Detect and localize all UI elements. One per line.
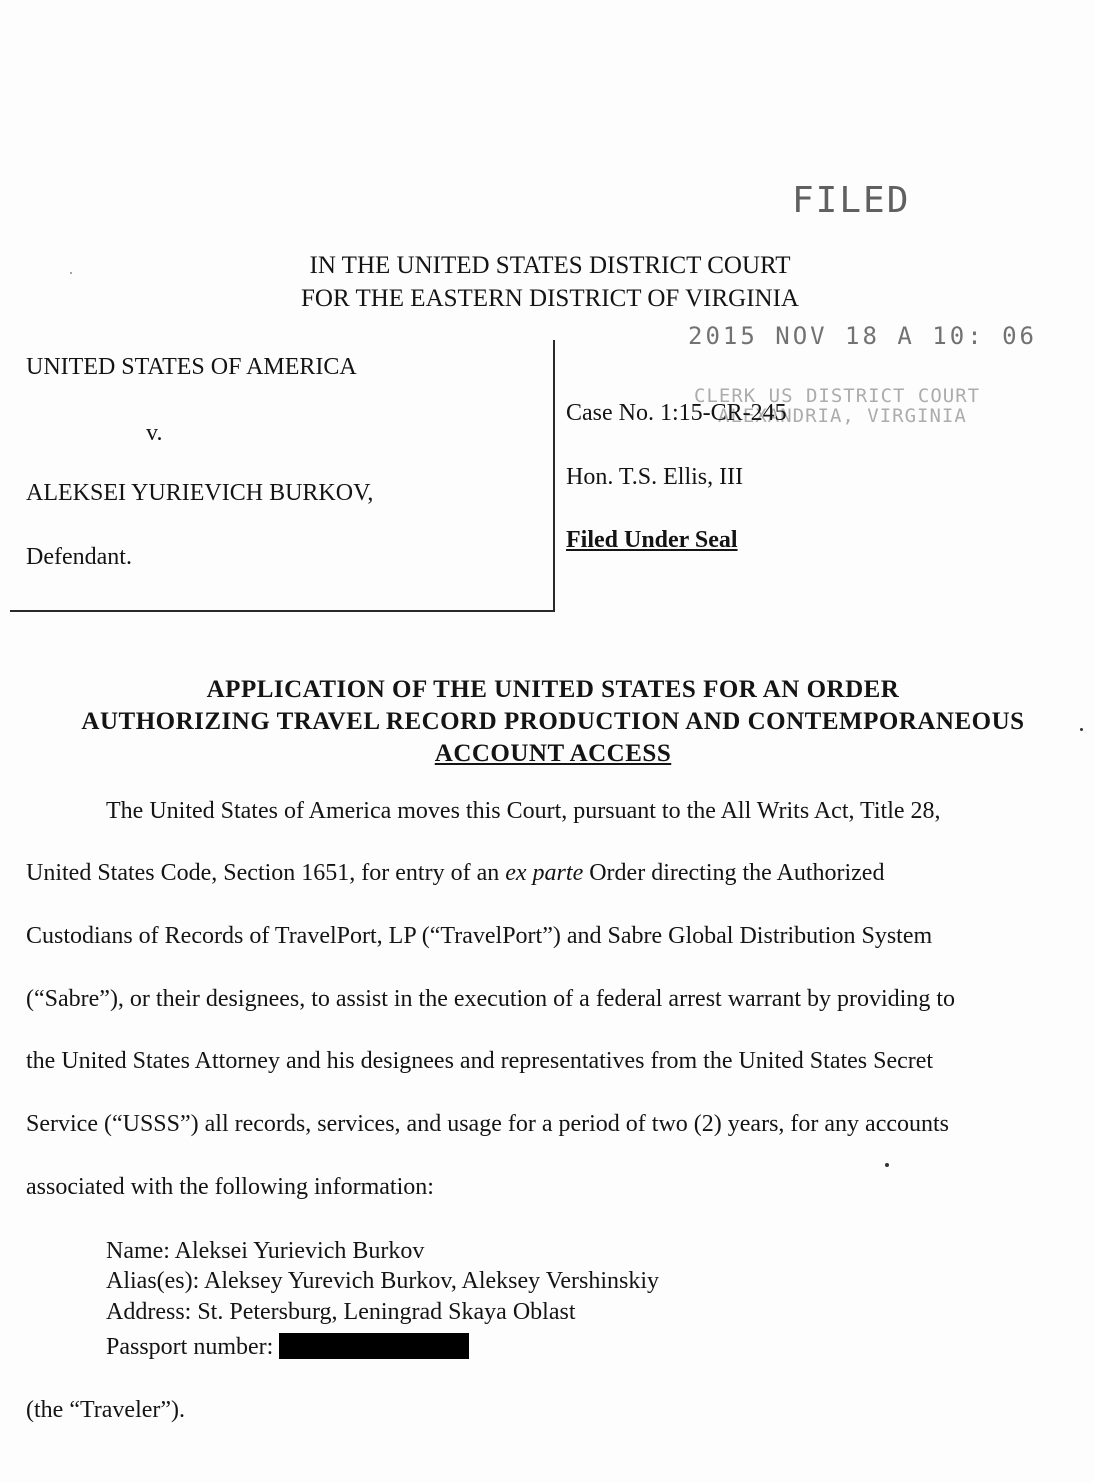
case-number: Case No. 1:15-CR-245 <box>566 400 787 426</box>
caption-vertical-rule <box>553 340 555 612</box>
clerk-stamp-line2: ALEXANDRIA, VIRGINIA <box>718 405 967 427</box>
caption-horizontal-rule <box>10 610 555 612</box>
caption-defendant-name: ALEKSEI YURIEVICH BURKOV, <box>26 480 374 506</box>
caption-defendant-label: Defendant. <box>26 544 132 570</box>
traveler-address: Address: St. Petersburg, Leningrad Skaya Oblast <box>106 1299 576 1325</box>
body-line-2 <box>26 860 884 887</box>
filed-under-seal: Filed Under Seal <box>566 527 738 553</box>
filed-stamp: FILED <box>792 180 911 221</box>
traveler-aliases: Alias(es): Aleksey Yurevich Burkov, Aleksey Vershinskiy <box>106 1268 660 1294</box>
body-line-7: associated with the following information: <box>26 1174 434 1200</box>
body-line-6: Service (“USSS”) all records, services, and usage for a period of two (2) years, for any accounts <box>26 1111 950 1137</box>
clerk-stamp-line1: CLERK US DISTRICT COURT <box>694 385 981 407</box>
scan-speck <box>885 1163 889 1167</box>
traveler-passport <box>106 1333 469 1361</box>
body-line-5: the United States Attorney and his designees and representatives from the United States Secret <box>26 1048 934 1074</box>
scan-speck <box>70 272 72 274</box>
traveler-closing: (the “Traveler”). <box>26 1397 186 1423</box>
caption-versus: v. <box>146 420 163 446</box>
body-line-1: The United States of America moves this Court, pursuant to the All Writs Act, Title 28, <box>106 798 941 824</box>
document-title-line3: ACCOUNT ACCESS <box>434 740 672 767</box>
body-line-2c: Order directing the Authorized <box>583 860 885 886</box>
body-line-3: Custodians of Records of TravelPort, LP (“TravelPort”) and Sabre Global Distribution System <box>26 923 933 949</box>
passport-redaction-bar <box>279 1333 469 1359</box>
caption-plaintiff: UNITED STATES OF AMERICA <box>26 354 357 380</box>
body-line-4: (“Sabre”), or their designees, to assist in the execution of a federal arrest warrant by providing to <box>26 986 956 1012</box>
traveler-name: Name: Aleksei Yurievich Burkov <box>106 1238 425 1264</box>
filed-date-stamp: 2015 NOV 18 A 10: 06 <box>688 322 1037 350</box>
court-heading-line1: IN THE UNITED STATES DISTRICT COURT <box>309 252 791 279</box>
judge-name: Hon. T.S. Ellis, III <box>566 464 744 490</box>
court-heading-line2: FOR THE EASTERN DISTRICT OF VIRGINIA <box>301 285 799 312</box>
passport-label: Passport number: <box>106 1334 274 1360</box>
document-title-line1: APPLICATION OF THE UNITED STATES FOR AN ORDER <box>206 676 900 703</box>
body-line-2a: United States Code, Section 1651, for entry of an <box>26 860 506 886</box>
document-title-line2: AUTHORIZING TRAVEL RECORD PRODUCTION AND CONTEMPORANEOUS <box>81 708 1025 735</box>
body-ex-parte: ex parte <box>505 860 584 886</box>
scan-speck <box>1080 728 1083 731</box>
